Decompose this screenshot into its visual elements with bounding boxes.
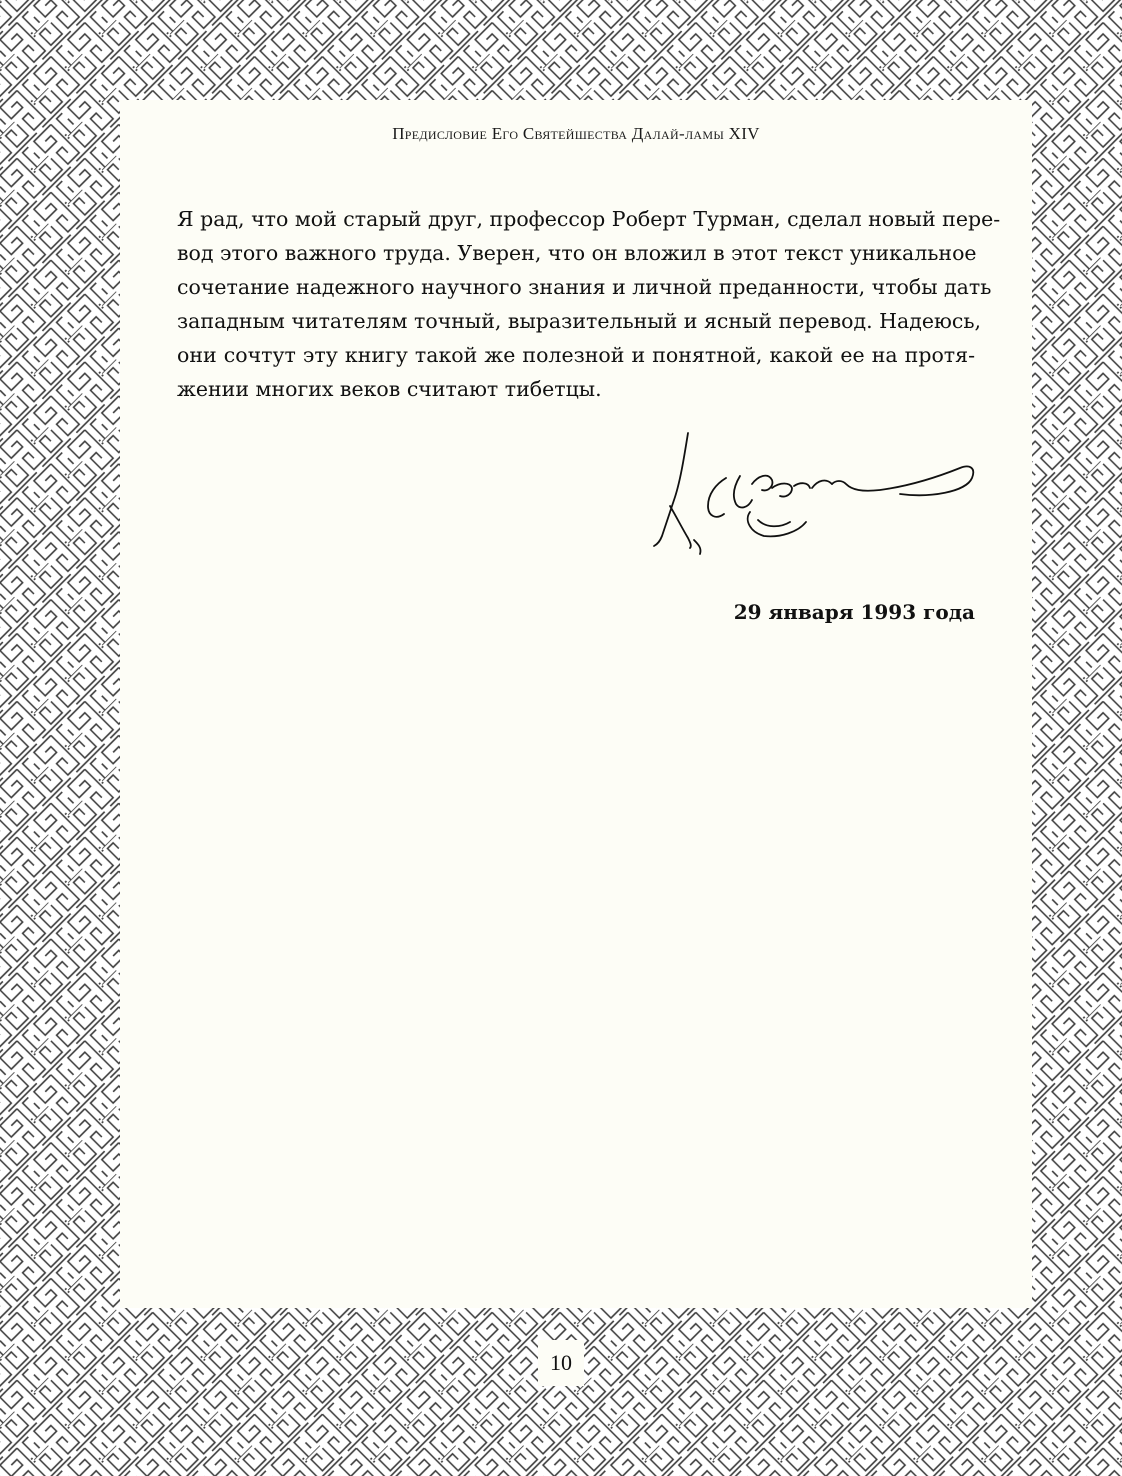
- date-line: 29 января 1993 года: [733, 600, 975, 624]
- signature-image: [640, 428, 980, 568]
- paragraph-line: сочетание надежного научного знания и личной преданности, чтобы дать: [177, 275, 992, 299]
- content-panel: [120, 100, 1032, 1308]
- foreword-paragraph: [177, 202, 1001, 406]
- paragraph-line: вод этого важного труда. Уверен, что он вложил в этот текст уникальное: [177, 241, 977, 265]
- paragraph-line: западным читателям точный, выразительный и ясный перевод. Надеюсь,: [177, 309, 981, 333]
- paragraph-line: жении многих веков считают тибетцы.: [177, 377, 602, 401]
- running-head: Предисловие Его Святейшества Далай-ламы XIV: [392, 124, 760, 143]
- paragraph-line: они сочтут эту книгу такой же полезной и понятной, какой ее на протя-: [177, 343, 975, 367]
- paragraph-line: Я рад, что мой старый друг, профессор Роберт Турман, сделал новый пере-: [177, 207, 1001, 231]
- page-number: 10: [550, 1350, 572, 1375]
- page-number-box: [538, 1340, 584, 1386]
